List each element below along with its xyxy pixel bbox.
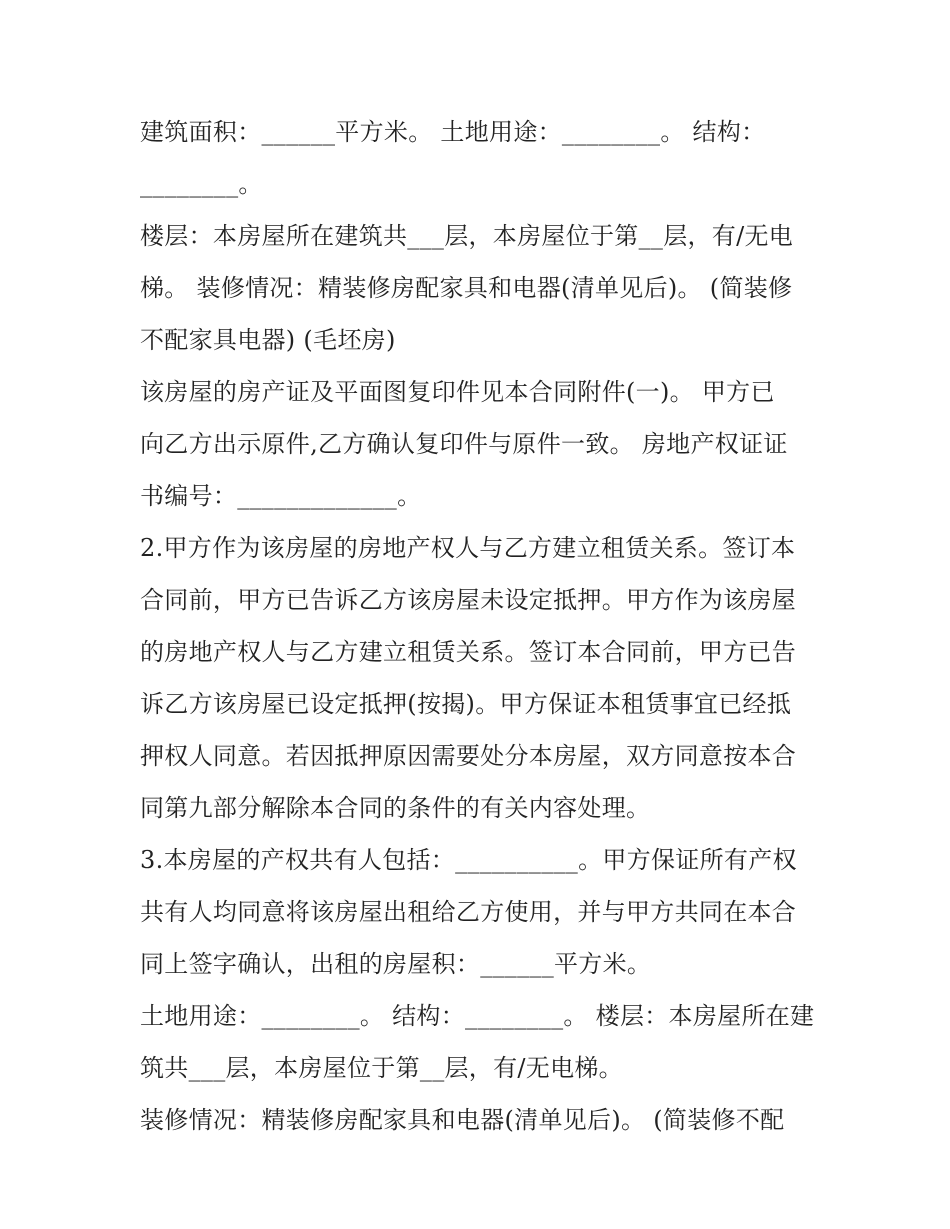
text-line: 建筑面积：______平方米。 土地用途：________。 结构： [140,118,766,146]
text-line: 押权人同意。若因抵押原因需要处分本房屋，双方同意按本合 [140,742,797,770]
text-line: 该房屋的房产证及平面图复印件见本合同附件(一)。 甲方已 [140,378,775,406]
text-line: 向乙方出示原件,乙方确认复印件与原件一致。 房地产权证证 [140,430,788,458]
text-line: 同第九部分解除本合同的条件的有关内容处理。 [140,794,651,822]
text-line: 装修情况：精装修房配家具和电器(清单见后)。 (简装修不配 [140,1106,785,1134]
text-line: 同上签字确认，出租的房屋积：______平方米。 [140,950,652,978]
text-line: 合同前，甲方已告诉乙方该房屋未设定抵押。甲方作为该房屋 [140,586,797,614]
text-line: 的房地产权人与乙方建立租赁关系。签订本合同前，甲方已告 [140,638,797,666]
text-line: 3.本房屋的产权共有人包括：__________。甲方保证所有产权 [140,846,797,874]
text-line: ________。 [140,170,263,198]
text-line: 筑共___层，本房屋位于第__层，有/无电梯。 [140,1054,623,1082]
text-line: 书编号：_____________。 [140,482,422,510]
text-line: 不配家具电器) (毛坯房) [140,326,396,354]
text-line: 梯。 装修情况：精装修房配家具和电器(清单见后)。 (简装修 [140,274,793,302]
text-line: 共有人均同意将该房屋出租给乙方使用，并与甲方共同在本合 [140,898,797,926]
text-line: 2.甲方作为该房屋的房地产权人与乙方建立租赁关系。签订本 [140,534,796,562]
text-line: 诉乙方该房屋已设定抵押(按揭)。甲方保证本租赁事宜已经抵 [140,690,792,718]
text-line: 楼层：本房屋所在建筑共___层，本房屋位于第__层，有/无电 [140,222,794,250]
text-line: 土地用途：________。 结构：________。 楼层：本房屋所在建 [140,1002,815,1030]
contract-text-block [140,106,820,1146]
